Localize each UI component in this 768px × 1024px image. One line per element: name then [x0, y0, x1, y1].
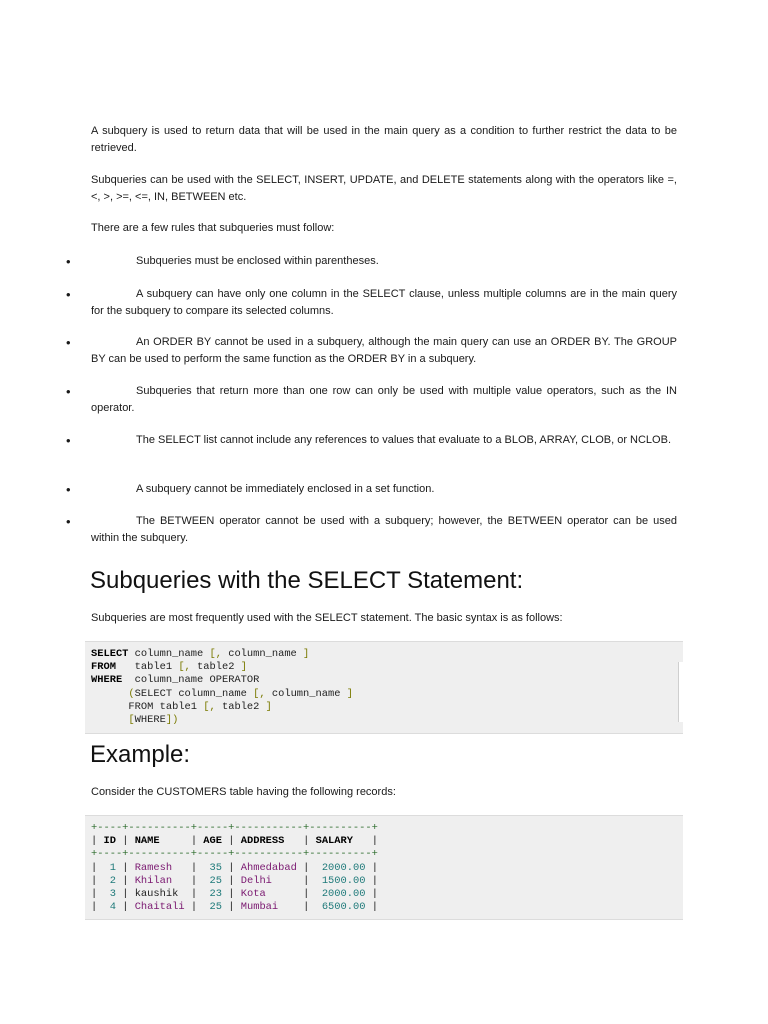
code-bracket: [, — [203, 700, 216, 713]
code-text: column_name OPERATOR — [122, 674, 260, 687]
table-row: | 1 | Ramesh | 35 | Ahmedabad | 2000.00 | — [91, 861, 378, 874]
list-item-text: Subqueries that return more than one row can only be used with multiple value operators, such as the IN operator. — [91, 385, 677, 414]
table-cell: 6500.00 — [321, 901, 366, 914]
table-cell: Mumbai — [240, 901, 279, 914]
bullet: • — [66, 287, 71, 302]
table-cell: kaushik — [134, 888, 179, 901]
customers-table: +----+----------+-----+-----------+----------+ | ID | NAME | AGE | ADDRESS | SALARY | +----+----------+-----+-----------+----------+ | 1 | Ramesh | 35 | Ahmedabad | 2000.00 | | 2 | Khilan | 25 | Delhi | 1500.00 | | 3 | kaushik | 23 | Kota | 2000.00 | | 4 | Chaitali | 25 | Mumbai | 6500.00 | — [91, 822, 378, 914]
list-item-text: A subquery cannot be immediately enclosed in a set function. — [136, 483, 435, 495]
table-cell: 25 — [209, 901, 223, 914]
code-bracket: [, — [253, 687, 266, 700]
code-bracket: ] — [346, 687, 353, 700]
bullet: • — [66, 514, 71, 529]
code-keyword: WHERE — [91, 674, 123, 687]
code-bracket: ]) — [165, 714, 179, 727]
table-cell: 2000.00 — [321, 888, 366, 901]
code-bracket: [, — [209, 648, 222, 660]
bullet: • — [66, 384, 71, 399]
intro-paragraph-2: Subqueries can be used with the SELECT, INSERT, UPDATE, and DELETE statements along with the operators like =, <, >, >=, <=, IN, BETWEEN etc. — [91, 174, 677, 203]
code-bracket: ] — [303, 648, 310, 660]
list-item-text: Subqueries must be enclosed within parentheses. — [136, 255, 379, 267]
table-cell: 2000.00 — [321, 861, 366, 874]
intro-paragraph-3: There are a few rules that subqueries must follow: — [91, 222, 335, 234]
code-keyword: SELECT — [91, 648, 129, 660]
syntax-code-block — [85, 641, 683, 734]
table-header: ADDRESS — [240, 835, 285, 848]
example-intro-text: Consider the CUSTOMERS table having the following records: — [91, 786, 396, 798]
code-text: column_name — [172, 687, 254, 700]
table-cell: 1 — [109, 861, 116, 874]
table-cell: 4 — [109, 901, 116, 914]
code-text: column_name — [128, 648, 210, 660]
list-item — [91, 286, 677, 320]
code-text: table2 — [215, 700, 266, 713]
code-bracket: ] — [265, 700, 272, 713]
table-border: +----+----------+-----+-----------+----------+ — [91, 848, 378, 861]
table-cell: 25 — [209, 874, 223, 887]
list-item-text: A subquery can have only one column in the SELECT clause, unless multiple columns are in the main query for the subquery to compare its selected columns. — [91, 288, 677, 317]
table-row: | 3 | kaushik | 23 | Kota | 2000.00 | — [91, 888, 378, 901]
code-keyword: WHERE — [134, 714, 166, 727]
code-scroll-edge — [678, 662, 683, 722]
list-item — [91, 253, 677, 270]
intro-paragraph-1: A subquery is used to return data that will be used in the main query as a condition to further restrict the data to be retrieved. — [91, 125, 677, 154]
table-cell: 2 — [109, 874, 116, 887]
code-text: table2 — [190, 661, 241, 674]
table-header: NAME — [134, 835, 160, 848]
list-item — [91, 513, 677, 547]
table-cell: Ahmedabad — [240, 861, 297, 874]
table-header: ID — [103, 835, 116, 848]
table-cell: Delhi — [240, 874, 272, 887]
table-row: | 2 | Khilan | 25 | Delhi | 1500.00 | — [91, 874, 378, 887]
code-text: column_name — [265, 687, 347, 700]
table-cell: Kota — [240, 888, 266, 901]
list-item — [91, 383, 677, 417]
code-bracket: [, — [178, 661, 191, 674]
table-row: | 4 | Chaitali | 25 | Mumbai | 6500.00 | — [91, 901, 378, 914]
table-cell: 35 — [209, 861, 223, 874]
select-intro-text: Subqueries are most frequently used with the SELECT statement. The basic syntax is as follows: — [91, 612, 563, 624]
list-item — [91, 432, 677, 449]
table-cell: 3 — [109, 888, 116, 901]
code-bracket: ( — [91, 687, 135, 700]
bullet: • — [66, 254, 71, 269]
table-header: AGE — [203, 835, 223, 848]
list-item-text: The SELECT list cannot include any references to values that evaluate to a BLOB, ARRAY, CLOB, or NCLOB. — [136, 434, 671, 446]
code-text: column_name — [221, 648, 304, 660]
bullet: • — [66, 482, 71, 497]
section-heading-select: Subqueries with the SELECT Statement: — [90, 567, 524, 594]
list-item — [91, 481, 677, 498]
bullet: • — [66, 433, 71, 448]
table-header: SALARY — [315, 835, 353, 848]
code-keyword: FROM — [91, 661, 116, 674]
code-keyword: FROM — [128, 700, 154, 713]
table-cell: Ramesh — [134, 861, 173, 874]
code-bracket: [ — [128, 714, 135, 727]
table-border: +----+----------+-----+-----------+----------+ — [91, 822, 378, 834]
list-item-text: The BETWEEN operator cannot be used with a subquery; however, the BETWEEN operator can be used within the subquery. — [91, 515, 677, 544]
code-text: table1 — [153, 700, 204, 713]
list-item — [91, 334, 677, 368]
table-cell: 23 — [209, 888, 223, 901]
code-text: table1 — [115, 661, 179, 674]
customers-table-block — [85, 815, 683, 920]
syntax-code — [85, 642, 683, 727]
section-heading-example: Example: — [90, 741, 191, 768]
code-keyword: SELECT — [134, 687, 173, 700]
table-cell: Khilan — [134, 874, 173, 887]
table-cell: 1500.00 — [321, 874, 366, 887]
bullet: • — [66, 335, 71, 350]
list-item-text: An ORDER BY cannot be used in a subquery, although the main query can use an ORDER BY. The GROUP BY can be used to perform the same function as the ORDER BY in a subquery. — [91, 336, 677, 365]
code-bracket: ] — [240, 661, 247, 674]
table-cell: Chaitali — [134, 901, 185, 914]
